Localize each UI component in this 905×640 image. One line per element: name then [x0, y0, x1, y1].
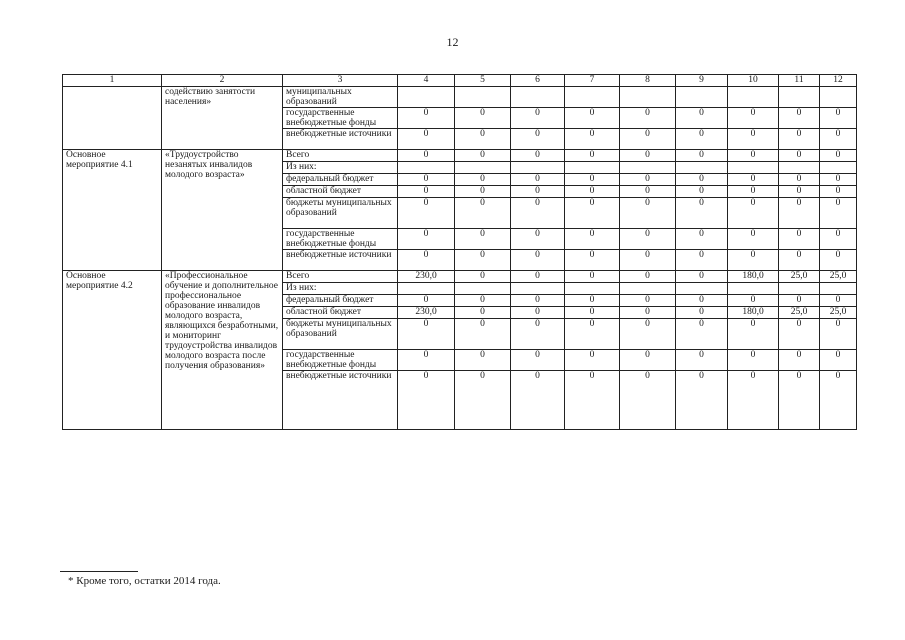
event-name-cell [63, 87, 162, 150]
value-cell: 0 [398, 350, 455, 371]
funding-source-cell: бюджеты муниципальных образований [283, 198, 398, 229]
value-cell [398, 87, 455, 108]
value-cell: 0 [779, 319, 820, 350]
value-cell: 0 [511, 350, 565, 371]
funding-source-cell: Всего [283, 150, 398, 162]
value-cell: 0 [398, 186, 455, 198]
funding-source-cell: государственные внебюджетные фонды [283, 229, 398, 250]
value-cell: 0 [820, 319, 857, 350]
funding-source-cell: государственные внебюджетные фонды [283, 108, 398, 129]
value-cell: 0 [728, 150, 779, 162]
value-cell: 0 [398, 198, 455, 229]
value-cell: 0 [455, 271, 511, 283]
value-cell: 0 [455, 371, 511, 430]
value-cell: 0 [455, 250, 511, 271]
value-cell: 0 [620, 271, 676, 283]
value-cell: 0 [565, 186, 620, 198]
value-cell: 0 [728, 319, 779, 350]
value-cell: 180,0 [728, 307, 779, 319]
value-cell: 0 [511, 250, 565, 271]
value-cell [820, 87, 857, 108]
value-cell: 0 [455, 307, 511, 319]
funding-source-cell: муниципальных образований [283, 87, 398, 108]
value-cell: 0 [565, 250, 620, 271]
budget-table [62, 74, 857, 430]
value-cell: 0 [511, 129, 565, 150]
value-cell [676, 162, 728, 174]
value-cell: 0 [511, 319, 565, 350]
value-cell: 0 [779, 250, 820, 271]
value-cell: 0 [565, 350, 620, 371]
value-cell: 25,0 [820, 271, 857, 283]
value-cell: 0 [676, 229, 728, 250]
table-row [63, 87, 857, 108]
column-header: 10 [728, 75, 779, 87]
value-cell: 0 [728, 108, 779, 129]
column-header: 1 [63, 75, 162, 87]
value-cell: 0 [398, 295, 455, 307]
value-cell: 0 [455, 108, 511, 129]
value-cell: 0 [676, 371, 728, 430]
value-cell: 0 [620, 129, 676, 150]
value-cell [620, 87, 676, 108]
funding-source-cell: внебюджетные источники [283, 129, 398, 150]
value-cell: 0 [455, 174, 511, 186]
value-cell: 0 [398, 229, 455, 250]
value-cell: 0 [820, 174, 857, 186]
value-cell: 0 [620, 350, 676, 371]
value-cell [676, 283, 728, 295]
value-cell: 0 [620, 319, 676, 350]
value-cell [455, 87, 511, 108]
value-cell [728, 283, 779, 295]
value-cell: 230,0 [398, 307, 455, 319]
value-cell [820, 283, 857, 295]
value-cell: 0 [511, 295, 565, 307]
value-cell: 0 [511, 271, 565, 283]
funding-source-cell: Из них: [283, 162, 398, 174]
value-cell: 0 [620, 250, 676, 271]
column-header: 7 [565, 75, 620, 87]
value-cell: 0 [455, 150, 511, 162]
value-cell: 0 [398, 250, 455, 271]
value-cell: 0 [565, 229, 620, 250]
value-cell: 0 [820, 198, 857, 229]
value-cell: 0 [820, 371, 857, 430]
value-cell: 0 [455, 198, 511, 229]
value-cell [398, 162, 455, 174]
value-cell: 0 [779, 174, 820, 186]
value-cell: 0 [565, 307, 620, 319]
value-cell: 0 [820, 229, 857, 250]
value-cell: 0 [779, 150, 820, 162]
header-row [63, 75, 857, 87]
value-cell: 0 [511, 307, 565, 319]
value-cell: 0 [398, 371, 455, 430]
funding-source-cell: областной бюджет [283, 307, 398, 319]
value-cell: 0 [728, 229, 779, 250]
value-cell [565, 162, 620, 174]
value-cell [728, 162, 779, 174]
column-header: 6 [511, 75, 565, 87]
value-cell: 0 [620, 371, 676, 430]
table-row [63, 150, 857, 162]
value-cell: 0 [620, 108, 676, 129]
value-cell [820, 162, 857, 174]
value-cell [620, 162, 676, 174]
value-cell: 0 [820, 129, 857, 150]
value-cell: 0 [820, 108, 857, 129]
funding-source-cell: федеральный бюджет [283, 174, 398, 186]
funding-source-cell: Всего [283, 271, 398, 283]
table-row [63, 271, 857, 283]
value-cell: 0 [398, 150, 455, 162]
value-cell: 0 [565, 174, 620, 186]
value-cell: 0 [565, 271, 620, 283]
column-header: 5 [455, 75, 511, 87]
value-cell: 0 [728, 198, 779, 229]
value-cell [565, 283, 620, 295]
value-cell: 0 [620, 186, 676, 198]
value-cell: 0 [511, 108, 565, 129]
value-cell [398, 283, 455, 295]
page-number: 12 [446, 35, 459, 49]
value-cell [455, 283, 511, 295]
value-cell: 0 [455, 295, 511, 307]
value-cell: 0 [728, 350, 779, 371]
value-cell: 0 [779, 350, 820, 371]
value-cell: 0 [620, 229, 676, 250]
value-cell: 0 [398, 319, 455, 350]
value-cell: 0 [779, 229, 820, 250]
column-header: 9 [676, 75, 728, 87]
value-cell [676, 87, 728, 108]
value-cell: 0 [511, 174, 565, 186]
value-cell: 0 [398, 108, 455, 129]
value-cell: 0 [676, 271, 728, 283]
value-cell: 0 [779, 186, 820, 198]
funding-source-cell: федеральный бюджет [283, 295, 398, 307]
value-cell: 0 [565, 198, 620, 229]
value-cell: 0 [676, 108, 728, 129]
value-cell: 0 [620, 295, 676, 307]
value-cell: 25,0 [779, 271, 820, 283]
value-cell: 0 [676, 307, 728, 319]
value-cell: 0 [565, 150, 620, 162]
value-cell: 0 [779, 295, 820, 307]
value-cell: 0 [676, 174, 728, 186]
value-cell [779, 283, 820, 295]
value-cell: 0 [565, 108, 620, 129]
value-cell: 0 [455, 129, 511, 150]
value-cell: 0 [676, 250, 728, 271]
event-name-cell: Основное мероприятие 4.1 [63, 150, 162, 271]
value-cell: 0 [820, 150, 857, 162]
funding-source-cell: внебюджетные источники [283, 250, 398, 271]
value-cell [455, 162, 511, 174]
value-cell [511, 87, 565, 108]
value-cell: 0 [779, 371, 820, 430]
column-header: 11 [779, 75, 820, 87]
event-description-cell: «Трудоустройство незанятых инвалидов молодого возраста» [162, 150, 283, 271]
value-cell: 0 [565, 295, 620, 307]
value-cell [779, 162, 820, 174]
value-cell: 0 [676, 295, 728, 307]
value-cell: 180,0 [728, 271, 779, 283]
value-cell: 0 [676, 129, 728, 150]
value-cell: 0 [455, 319, 511, 350]
value-cell: 0 [511, 198, 565, 229]
value-cell [779, 87, 820, 108]
value-cell [511, 283, 565, 295]
value-cell: 0 [455, 350, 511, 371]
value-cell [620, 283, 676, 295]
value-cell: 0 [398, 129, 455, 150]
value-cell: 0 [455, 229, 511, 250]
value-cell: 0 [676, 198, 728, 229]
value-cell: 0 [820, 250, 857, 271]
footnote-divider [60, 571, 138, 572]
value-cell: 0 [511, 229, 565, 250]
value-cell: 0 [728, 371, 779, 430]
value-cell: 0 [676, 350, 728, 371]
value-cell: 0 [565, 371, 620, 430]
value-cell: 0 [728, 174, 779, 186]
footnote: * Кроме того, остатки 2014 года. [68, 575, 221, 587]
value-cell: 25,0 [779, 307, 820, 319]
value-cell: 0 [565, 319, 620, 350]
value-cell: 230,0 [398, 271, 455, 283]
event-description-cell: содействию занятости населения» [162, 87, 283, 150]
value-cell: 0 [620, 174, 676, 186]
column-header: 4 [398, 75, 455, 87]
value-cell [728, 87, 779, 108]
value-cell: 0 [820, 186, 857, 198]
value-cell: 0 [398, 174, 455, 186]
value-cell [565, 87, 620, 108]
value-cell: 0 [779, 198, 820, 229]
column-header: 8 [620, 75, 676, 87]
funding-source-cell: внебюджетные источники [283, 371, 398, 430]
value-cell: 0 [511, 186, 565, 198]
value-cell: 0 [511, 150, 565, 162]
value-cell: 0 [620, 198, 676, 229]
value-cell: 25,0 [820, 307, 857, 319]
value-cell: 0 [779, 129, 820, 150]
column-header: 3 [283, 75, 398, 87]
value-cell: 0 [820, 350, 857, 371]
value-cell: 0 [728, 295, 779, 307]
value-cell: 0 [728, 186, 779, 198]
value-cell: 0 [728, 129, 779, 150]
value-cell: 0 [820, 295, 857, 307]
column-header: 12 [820, 75, 857, 87]
value-cell: 0 [728, 250, 779, 271]
funding-source-cell: государственные внебюджетные фонды [283, 350, 398, 371]
event-description-cell: «Профессиональное обучение и дополнительное профессиональное образование инвалидов молодого возраста, являющихся безработными, и мониторинг трудоустройства инвалидов молодого возраста после получения образования» [162, 271, 283, 430]
value-cell: 0 [620, 150, 676, 162]
value-cell: 0 [565, 129, 620, 150]
funding-source-cell: областной бюджет [283, 186, 398, 198]
value-cell: 0 [676, 150, 728, 162]
value-cell: 0 [620, 307, 676, 319]
value-cell: 0 [676, 186, 728, 198]
value-cell: 0 [779, 108, 820, 129]
column-header: 2 [162, 75, 283, 87]
value-cell: 0 [676, 319, 728, 350]
value-cell: 0 [511, 371, 565, 430]
value-cell: 0 [455, 186, 511, 198]
funding-source-cell: бюджеты муниципальных образований [283, 319, 398, 350]
funding-source-cell: Из них: [283, 283, 398, 295]
event-name-cell: Основное мероприятие 4.2 [63, 271, 162, 430]
value-cell [511, 162, 565, 174]
